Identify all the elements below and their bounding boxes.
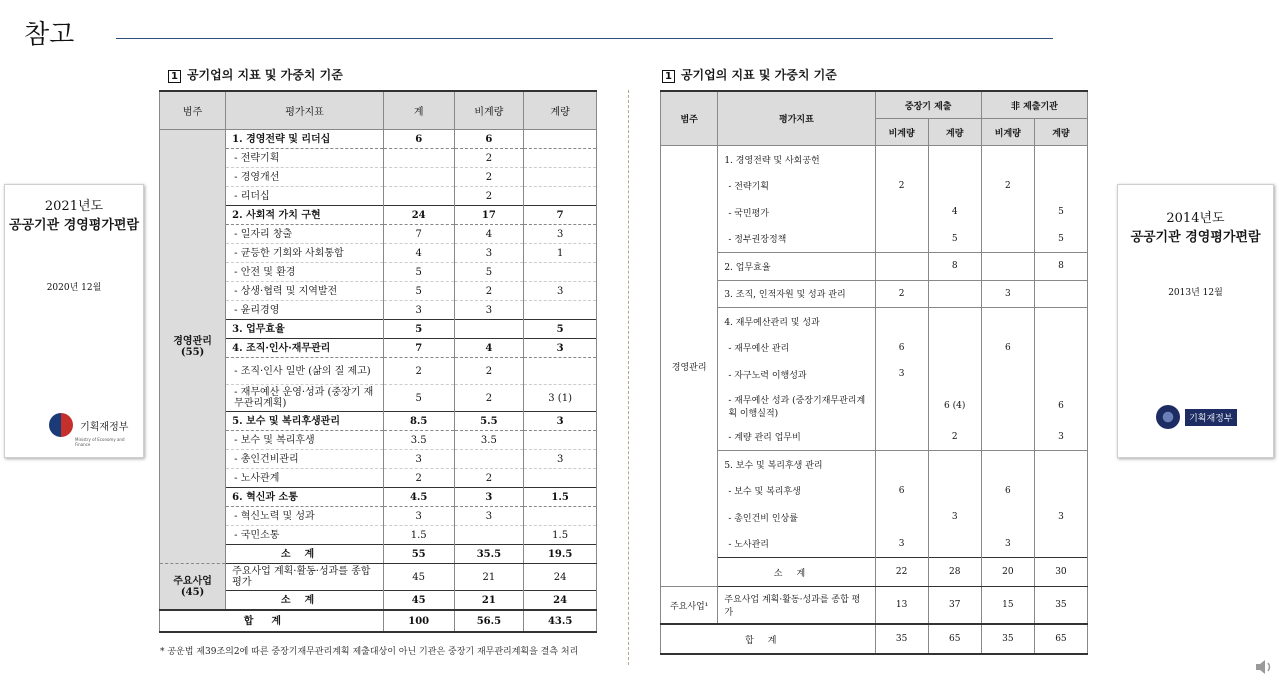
table-b-value-d xyxy=(1034,335,1087,362)
table-a-value-total: 24 xyxy=(383,206,454,225)
table-b-value-a xyxy=(875,308,928,335)
table-a-value-q: 24 xyxy=(524,564,597,591)
table-b-value-c: 3 xyxy=(981,280,1034,308)
table-b-value-b xyxy=(928,173,981,200)
cover-2014-title: 공공기관 경영평가편람 xyxy=(1130,230,1261,245)
table-b-value-c: 6 xyxy=(981,478,1034,505)
table-b-value-c: 3 xyxy=(981,531,1034,558)
table-row xyxy=(661,361,1088,388)
table-b-indicator: 1. 경영전략 및 사회공헌 xyxy=(718,146,875,173)
table-a-value-q xyxy=(524,358,597,385)
table-b-value-d xyxy=(1034,173,1087,200)
table-a-value-total: 3 xyxy=(383,507,454,526)
table-a-value-nonq: 17 xyxy=(454,206,524,225)
table-b-value-d xyxy=(1034,146,1087,173)
table-a-header-category: 범주 xyxy=(160,91,226,130)
table-b-value-a: 3 xyxy=(875,361,928,388)
table-a-value-total: 2 xyxy=(383,469,454,488)
table-row xyxy=(661,504,1088,531)
table-b-indicator: 5. 보수 및 복리후생 관리 xyxy=(718,451,875,478)
table-a-indicator: 주요사업 계획·활동·성과를 종합평가 xyxy=(226,564,384,591)
table-b-value-a: 2 xyxy=(875,173,928,200)
table-b-value-d xyxy=(1034,478,1087,505)
table-a-indicator: - 안전 및 환경 xyxy=(226,263,384,282)
table-a-category-main-business: 주요사업(45) xyxy=(160,564,226,611)
table-a-value-total: 8.5 xyxy=(383,412,454,431)
table-a-value-q xyxy=(524,301,597,320)
table-row xyxy=(160,564,597,591)
table-a-value-nonq: 2 xyxy=(454,358,524,385)
table-row xyxy=(160,469,597,488)
table-b-value-b: 4 xyxy=(928,199,981,226)
table-b-value-b xyxy=(928,531,981,558)
table-b-value-c: 6 xyxy=(981,335,1034,362)
table-a-value-nonq: 3.5 xyxy=(454,431,524,450)
table-b-value-d: 35 xyxy=(1034,587,1087,625)
cover-2014-date: 2013년 12월 xyxy=(1168,288,1223,298)
table-b-value-b: 5 xyxy=(928,226,981,253)
table-row xyxy=(160,412,597,431)
page-heading: 참고 xyxy=(24,20,75,50)
table-row xyxy=(661,451,1088,478)
table-row xyxy=(160,526,597,545)
table-a-indicator: 소계 xyxy=(226,545,384,564)
table-b-value-c xyxy=(981,504,1034,531)
table-b-value-c xyxy=(981,226,1034,253)
table-a-value-nonq: 6 xyxy=(454,130,524,149)
cover-2021-ministry: 기획재정부 xyxy=(80,421,129,433)
table-a-value-nonq: 5 xyxy=(454,263,524,282)
table-b-value-d: 8 xyxy=(1034,253,1087,281)
table-b-header-group-2: 非 제출기관 xyxy=(981,91,1087,119)
table-b-value-a: 6 xyxy=(875,335,928,362)
table-a-indicator: - 경영개선 xyxy=(226,168,384,187)
table-a-value-nonq: 3 xyxy=(454,301,524,320)
table-a-header-indicator: 평가지표 xyxy=(226,91,384,130)
table-b-indicator: 소계 xyxy=(718,558,875,587)
table-row xyxy=(160,450,597,469)
table-b-header-g2-nonquant: 비계량 xyxy=(981,119,1034,146)
table-b-value-d: 5 xyxy=(1034,226,1087,253)
table-a-value-nonq: 3 xyxy=(454,244,524,263)
table-a-value-q xyxy=(524,130,597,149)
table-a-value-total: 7 xyxy=(383,225,454,244)
table-b-value-c xyxy=(981,424,1034,451)
table-b-value-a xyxy=(875,199,928,226)
table-row xyxy=(661,226,1088,253)
table-a-indicator: - 보수 및 복리후생 xyxy=(226,431,384,450)
table-b-indicator: - 총인건비 인상률 xyxy=(718,504,875,531)
table-a-indicator: 6. 혁신과 소통 xyxy=(226,488,384,507)
table-row xyxy=(661,335,1088,362)
table-b-value-c xyxy=(981,146,1034,173)
table-a-caption xyxy=(168,66,343,83)
table-row xyxy=(661,199,1088,226)
table-row xyxy=(160,610,597,632)
table-a-value-nonq: 2 xyxy=(454,187,524,206)
table-a-category-management: 경영관리(55) xyxy=(160,130,226,564)
table-row xyxy=(160,187,597,206)
table-a-header-quant: 계량 xyxy=(524,91,597,130)
table-a-indicator: 5. 보수 및 복리후생관리 xyxy=(226,412,384,431)
table-b-indicator: - 노사관리 xyxy=(718,531,875,558)
table-a-indicator: - 노사관계 xyxy=(226,469,384,488)
table-a-value-total: 4 xyxy=(383,244,454,263)
table-a-value-nonq: 2 xyxy=(454,282,524,301)
table-a-value-total xyxy=(383,187,454,206)
table-row xyxy=(661,624,1088,654)
table-b-value-c: 35 xyxy=(981,624,1034,654)
table-b-value-a xyxy=(875,253,928,281)
cover-2021-date: 2020년 12월 xyxy=(46,283,102,293)
table-row xyxy=(661,173,1088,200)
table-b-value-b: 37 xyxy=(928,587,981,625)
cover-2021-logo xyxy=(49,413,135,447)
table-a-value-nonq xyxy=(454,450,524,469)
table-a-indicator: 2. 사회적 가치 구현 xyxy=(226,206,384,225)
table-row xyxy=(160,244,597,263)
table-b-indicator: - 재무예산 관리 xyxy=(718,335,875,362)
table-b-value-a xyxy=(875,504,928,531)
table-a-value-q xyxy=(524,507,597,526)
table-b-caption-text: 공기업의 지표 및 가중치 기준 xyxy=(680,68,837,82)
table-a-indicator: 1. 경영전략 및 리더십 xyxy=(226,130,384,149)
table-a-value-q: 3 xyxy=(524,339,597,358)
table-a-value-q: 3 (1) xyxy=(524,385,597,412)
table-b-value-a: 3 xyxy=(875,531,928,558)
table-row xyxy=(160,225,597,244)
table-b-value-d xyxy=(1034,451,1087,478)
table-b-value-d: 3 xyxy=(1034,424,1087,451)
table-a-value-nonq: 2 xyxy=(454,469,524,488)
table-a-value-q: 5 xyxy=(524,320,597,339)
table-b-indicator: - 계량 관리 업무비 xyxy=(718,424,875,451)
table-a-value-q xyxy=(524,149,597,168)
table-a-value-q: 1.5 xyxy=(524,488,597,507)
table-row xyxy=(160,591,597,611)
table-a-value-total: 45 xyxy=(383,564,454,591)
table-row xyxy=(160,263,597,282)
table-b-value-c: 2 xyxy=(981,173,1034,200)
table-b-header-row-1 xyxy=(661,91,1088,119)
table-a-value-nonq: 21 xyxy=(454,591,524,611)
heading-rule xyxy=(116,38,1053,39)
table-b-header-g1-nonquant: 비계량 xyxy=(875,119,928,146)
table-b-value-d xyxy=(1034,280,1087,308)
table-a-value-q: 3 xyxy=(524,225,597,244)
table-row xyxy=(661,531,1088,558)
table-a-value-total: 55 xyxy=(383,545,454,564)
table-b-value-d xyxy=(1034,361,1087,388)
table-b-value-b: 2 xyxy=(928,424,981,451)
table-b xyxy=(660,90,1088,655)
table-a-value-nonq xyxy=(454,526,524,545)
table-row xyxy=(661,308,1088,335)
table-a-value-q: 1 xyxy=(524,244,597,263)
table-a-value-q: 7 xyxy=(524,206,597,225)
table-row xyxy=(661,253,1088,281)
table-a-indicator: - 균등한 기회와 사회통합 xyxy=(226,244,384,263)
cover-2021-title: 공공기관 경영평가편람 xyxy=(8,218,140,233)
table-row xyxy=(160,339,597,358)
table-b-value-b xyxy=(928,451,981,478)
taegeuk-logo-icon xyxy=(49,413,73,437)
table-b-caption xyxy=(662,66,837,83)
table-a-indicator: - 재무예산 운영·성과 (중장기 재무관리계획) xyxy=(226,385,384,412)
table-a-value-nonq: 3 xyxy=(454,488,524,507)
table-b-indicator: 2. 업무효율 xyxy=(718,253,875,281)
table-a-value-q: 24 xyxy=(524,591,597,611)
table-a-value-nonq: 2 xyxy=(454,168,524,187)
table-a-indicator: - 일자리 창출 xyxy=(226,225,384,244)
table-a-value-nonq: 4 xyxy=(454,225,524,244)
table-b-value-c xyxy=(981,308,1034,335)
table-row xyxy=(160,301,597,320)
table-a-indicator: - 총인건비관리 xyxy=(226,450,384,469)
table-b-value-d xyxy=(1034,308,1087,335)
table-a-value-total: 5 xyxy=(383,385,454,412)
table-b-caption-number: 1 xyxy=(662,70,675,83)
table-a-value-total: 45 xyxy=(383,591,454,611)
table-a-value-total: 3.5 xyxy=(383,431,454,450)
table-a-indicator: - 리더십 xyxy=(226,187,384,206)
table-a-header-row xyxy=(160,91,597,130)
table-a-value-total: 5 xyxy=(383,263,454,282)
table-b-value-d xyxy=(1034,531,1087,558)
table-b-value-c xyxy=(981,451,1034,478)
table-a-value-nonq: 5.5 xyxy=(454,412,524,431)
table-b-value-c xyxy=(981,361,1034,388)
table-row xyxy=(160,431,597,450)
table-b-value-c: 20 xyxy=(981,558,1034,587)
table-a-value-total: 100 xyxy=(383,610,454,632)
table-b-value-b xyxy=(928,335,981,362)
table-a-value-q xyxy=(524,431,597,450)
table-b-value-b xyxy=(928,478,981,505)
table-b-value-a xyxy=(875,451,928,478)
table-b-value-b: 65 xyxy=(928,624,981,654)
table-a-value-nonq xyxy=(454,320,524,339)
cover-2014-logo xyxy=(1156,405,1237,429)
table-b-header-indicator: 평가지표 xyxy=(718,91,875,146)
table-b-value-a xyxy=(875,424,928,451)
table-b-value-d: 3 xyxy=(1034,504,1087,531)
table-row xyxy=(661,280,1088,308)
table-b-indicator: - 정부권장정책 xyxy=(718,226,875,253)
table-b-value-c xyxy=(981,388,1034,424)
table-a-value-nonq: 56.5 xyxy=(454,610,524,632)
table-a-value-nonq: 21 xyxy=(454,564,524,591)
table-a-value-total: 5 xyxy=(383,320,454,339)
table-a-value-q: 19.5 xyxy=(524,545,597,564)
table-row xyxy=(160,168,597,187)
table-b-indicator: 주요사업 계획·활동·성과를 종합 평가 xyxy=(718,587,875,625)
table-row xyxy=(661,558,1088,587)
table-a-indicator: - 조직·인사 일반 (삶의 질 제고) xyxy=(226,358,384,385)
table-b-indicator: 4. 재무예산관리 및 성과 xyxy=(718,308,875,335)
table-a-indicator: 4. 조직·인사·재무관리 xyxy=(226,339,384,358)
table-b-indicator: - 국민평가 xyxy=(718,199,875,226)
table-a-value-q xyxy=(524,168,597,187)
speaker-icon[interactable] xyxy=(1254,659,1274,675)
table-a-value-nonq: 2 xyxy=(454,385,524,412)
table-a-indicator: - 전략기획 xyxy=(226,149,384,168)
table-b-value-a xyxy=(875,226,928,253)
table-b-value-c xyxy=(981,199,1034,226)
table-a-indicator: 소계 xyxy=(226,591,384,611)
cover-2021-year: 2021년도 xyxy=(44,199,104,214)
table-b-category-management: 경영관리 xyxy=(661,146,718,587)
table-a-header-total: 계 xyxy=(383,91,454,130)
table-b-value-a: 35 xyxy=(875,624,928,654)
table-b-indicator: - 전략기획 xyxy=(718,173,875,200)
table-a xyxy=(159,90,597,633)
table-row xyxy=(661,424,1088,451)
table-a-value-nonq: 4 xyxy=(454,339,524,358)
table-b-value-b xyxy=(928,146,981,173)
table-b-value-a: 13 xyxy=(875,587,928,625)
ministry-seal-icon xyxy=(1156,405,1180,429)
table-a-indicator: 3. 업무효율 xyxy=(226,320,384,339)
table-a-indicator: - 윤리경영 xyxy=(226,301,384,320)
table-b-value-d: 65 xyxy=(1034,624,1087,654)
table-b-header-category: 범주 xyxy=(661,91,718,146)
table-b-value-b xyxy=(928,361,981,388)
table-row xyxy=(160,130,597,149)
table-a-value-q xyxy=(524,469,597,488)
table-b-indicator: - 재무예산 성과 (중장기재무관리계획 이행실적) xyxy=(718,388,875,424)
table-a-value-total: 2 xyxy=(383,358,454,385)
table-a-value-q: 3 xyxy=(524,282,597,301)
table-b-value-b: 8 xyxy=(928,253,981,281)
table-b-value-a: 22 xyxy=(875,558,928,587)
cover-2014-ministry: 기획재정부 xyxy=(1185,409,1236,426)
cover-2021-ministry-en: Ministry of Economy and Finance xyxy=(75,437,125,447)
table-a-value-total: 1.5 xyxy=(383,526,454,545)
cover-2014 xyxy=(1117,184,1274,458)
table-b-value-a xyxy=(875,388,928,424)
table-a-value-nonq: 35.5 xyxy=(454,545,524,564)
table-row xyxy=(661,587,1088,625)
table-b-value-a xyxy=(875,146,928,173)
table-a-value-nonq: 3 xyxy=(454,507,524,526)
table-a-value-total: 4.5 xyxy=(383,488,454,507)
table-b-header-group-1: 중장기 제출 xyxy=(875,91,981,119)
table-a-caption-text: 공기업의 지표 및 가중치 기준 xyxy=(186,68,343,82)
table-a-indicator: - 국민소통 xyxy=(226,526,384,545)
table-b-value-b: 3 xyxy=(928,504,981,531)
table-a-indicator: - 혁신노력 및 성과 xyxy=(226,507,384,526)
table-b-value-a: 2 xyxy=(875,280,928,308)
table-b-header-g1-quant: 계량 xyxy=(928,119,981,146)
table-row xyxy=(661,478,1088,505)
table-a-value-q: 43.5 xyxy=(524,610,597,632)
table-b-value-d: 6 xyxy=(1034,388,1087,424)
table-b-header-g2-quant: 계량 xyxy=(1034,119,1087,146)
table-row xyxy=(160,488,597,507)
table-row xyxy=(160,358,597,385)
table-row xyxy=(160,320,597,339)
table-b-value-c: 15 xyxy=(981,587,1034,625)
table-a-value-total: 3 xyxy=(383,450,454,469)
table-a-value-q: 1.5 xyxy=(524,526,597,545)
table-b-value-b: 6 (4) xyxy=(928,388,981,424)
table-row xyxy=(160,282,597,301)
table-a-value-nonq: 2 xyxy=(454,149,524,168)
table-a-caption-number: 1 xyxy=(168,70,181,83)
table-row xyxy=(160,507,597,526)
table-b-indicator: - 자구노력 이행성과 xyxy=(718,361,875,388)
table-a-value-total: 5 xyxy=(383,282,454,301)
table-row xyxy=(160,385,597,412)
table-a-footnote: * 공운법 제39조의2에 따른 중장기재무관리계획 제출대상이 아닌 기관은 중장기 재무관리계획을 결측 처리 xyxy=(160,647,579,657)
table-row xyxy=(160,545,597,564)
table-a-indicator: 합계 xyxy=(160,610,384,632)
table-a-value-q xyxy=(524,187,597,206)
table-b-value-a: 6 xyxy=(875,478,928,505)
table-a-indicator: - 상생·협력 및 지역발전 xyxy=(226,282,384,301)
cover-2021 xyxy=(4,184,144,458)
table-b-value-b xyxy=(928,280,981,308)
table-a-value-q xyxy=(524,263,597,282)
cover-2014-year: 2014년도 xyxy=(1166,211,1225,226)
table-row xyxy=(661,146,1088,173)
table-b-value-d: 30 xyxy=(1034,558,1087,587)
table-b-value-d: 5 xyxy=(1034,199,1087,226)
table-row xyxy=(160,206,597,225)
table-b-indicator: - 보수 및 복리후생 xyxy=(718,478,875,505)
table-b-value-b: 28 xyxy=(928,558,981,587)
table-b-indicator: 합계 xyxy=(661,624,876,654)
table-a-value-total xyxy=(383,168,454,187)
table-a-value-q: 3 xyxy=(524,450,597,469)
center-divider xyxy=(628,90,629,665)
table-b-value-c xyxy=(981,253,1034,281)
table-a-value-total xyxy=(383,149,454,168)
table-b-value-b xyxy=(928,308,981,335)
table-a-header-nonquant: 비계량 xyxy=(454,91,524,130)
table-a-value-q: 3 xyxy=(524,412,597,431)
table-b-category-main-business: 주요사업¹ xyxy=(661,587,718,625)
table-row xyxy=(661,388,1088,424)
table-b-indicator: 3. 조직, 인적자원 및 성과 관리 xyxy=(718,280,875,308)
table-a-value-total: 6 xyxy=(383,130,454,149)
table-a-value-total: 3 xyxy=(383,301,454,320)
table-row xyxy=(160,149,597,168)
table-a-value-total: 7 xyxy=(383,339,454,358)
